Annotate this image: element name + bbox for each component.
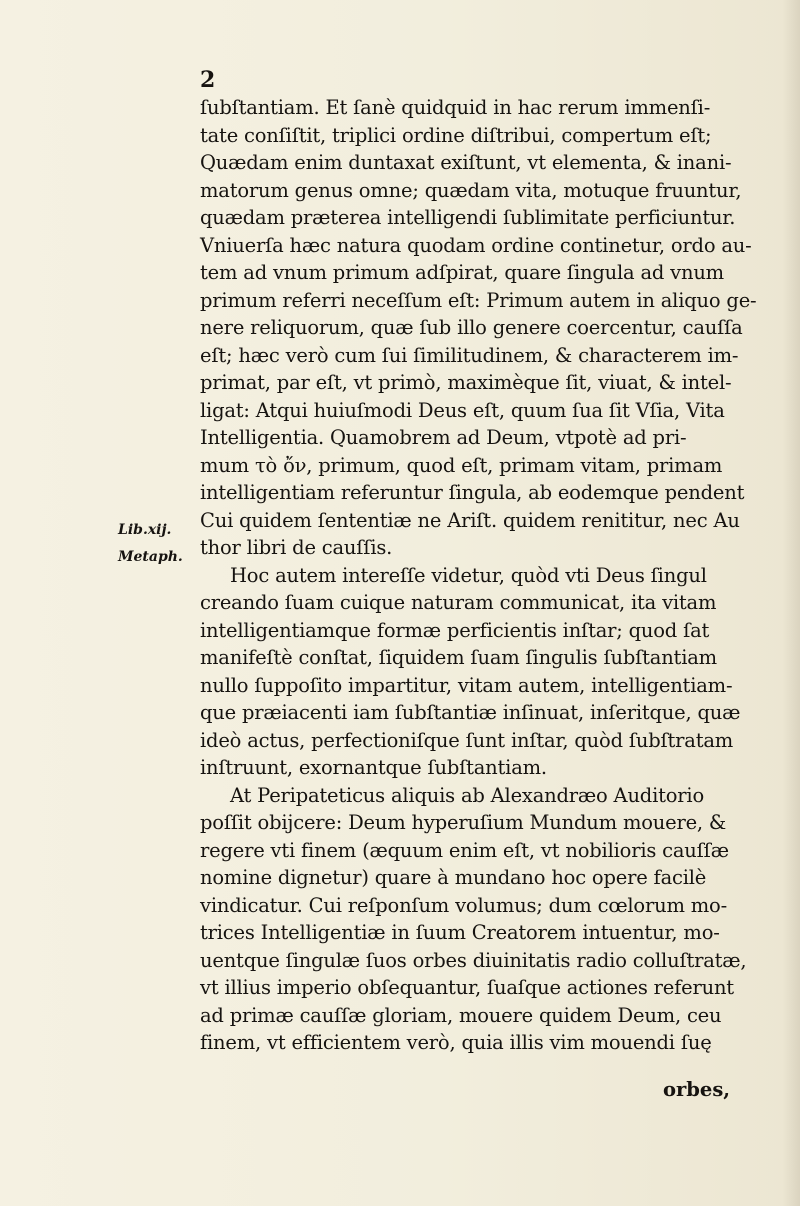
text-line: thor libri de cauſſis. bbox=[200, 536, 393, 559]
text-line: primat, par eſt, vt primò, maximèque ſit, viuat, & intel- bbox=[200, 371, 732, 394]
text-line: Intelligentia. Quamobrem ad Deum, vtpotè ad pri- bbox=[200, 426, 687, 449]
paragraph-start-line: At Peripateticus aliquis ab Alexandræo Auditorio bbox=[230, 783, 704, 807]
text-line: intelligentiam referuntur ſingula, ab eodemque pendent bbox=[200, 481, 745, 504]
text-line: nomine dignetur) quare à mundano hoc opere facilè bbox=[200, 866, 707, 889]
page-number: 2 bbox=[200, 67, 216, 93]
text-line: nere reliquorum, quæ ſub illo genere coercentur, cauſſa bbox=[200, 316, 743, 339]
paragraph-start-line: Hoc autem intereſſe videtur, quòd vti Deus ſingul bbox=[230, 563, 707, 587]
text-line: vt illius imperio obſequantur, ſuaſque actiones referunt bbox=[200, 976, 734, 999]
text-line: primum referri neceſſum eſt: Primum autem in aliquo ge- bbox=[200, 288, 757, 312]
text-line: manifeſtè conſtat, ſiquidem ſuam ſingulis ſubſtantiam bbox=[200, 646, 717, 669]
page-edge-shadow bbox=[782, 0, 800, 1206]
text-line: uentque ſingulæ ſuos orbes diuinitatis radio colluſtratæ, bbox=[200, 948, 747, 972]
text-line: matorum genus omne; quædam vita, motuque fruuntur, bbox=[200, 178, 742, 202]
text-line: trices Intelligentiæ in ſuum Creatorem intuentur, mo- bbox=[200, 921, 720, 944]
text-line: regere vti finem (æquum enim eſt, vt nobilioris cauſſæ bbox=[200, 838, 729, 862]
text-line: quædam præterea intelligendi ſublimitate perficiuntur. bbox=[200, 206, 736, 229]
text-line: inſtruunt, exornantque ſubſtantiam. bbox=[200, 756, 547, 779]
text-line: finem, vt efficientem verò, quia illis vim mouendi ſuę bbox=[200, 1031, 712, 1054]
text-line: intelligentiamque formæ perficientis inſtar; quod ſat bbox=[200, 618, 710, 642]
text-line: Quædam enim duntaxat exiſtunt, vt elementa, & inani- bbox=[200, 151, 732, 174]
text-line: que præiacenti iam ſubſtantiæ inſinuat, inſeritque, quæ bbox=[200, 701, 741, 724]
text-line: ideò actus, perfectioniſque ſunt inſtar, quòd ſubſtratam bbox=[200, 728, 734, 752]
text-line: eſt; hæc verò cum ſui ſimilitudinem, & characterem im- bbox=[200, 343, 739, 367]
text-line: creando ſuam cuique naturam communicat, ita vitam bbox=[200, 591, 717, 614]
catchword: orbes, bbox=[663, 1078, 731, 1101]
body-text bbox=[200, 94, 762, 1057]
text-line: Cui quidem ſententiæ ne Ariſt. quidem renititur, nec Au bbox=[200, 508, 740, 532]
margin-note: Lib.xij. bbox=[118, 522, 172, 538]
text-line: ligat: Atqui huiuſmodi Deus eſt, quum ſua ſit Vſia, Vita bbox=[200, 398, 725, 422]
text-line: ad primæ cauſſæ gloriam, mouere quidem Deum, ceu bbox=[200, 1003, 722, 1027]
text-line: poſſit obijcere: Deum hyperuſium Mundum mouere, & bbox=[200, 811, 727, 834]
text-line: vindicatur. Cui reſponſum volumus; dum cœlorum mo- bbox=[200, 893, 727, 917]
text-line: nullo ſuppoſito impartitur, vitam autem, intelligentiam- bbox=[200, 673, 733, 697]
text-line: tate conſiſtit, triplici ordine diſtribui, compertum eſt; bbox=[200, 123, 712, 147]
text-line: mum τὸ ὄν, primum, quod eſt, primam vitam, primam bbox=[200, 453, 723, 477]
text-line: Vniuerſa hæc natura quodam ordine continetur, ordo au- bbox=[200, 233, 752, 257]
text-line: ſubſtantiam. Et ſanè quidquid in hac rerum immenſi- bbox=[200, 96, 711, 119]
margin-note: Metaph. bbox=[118, 549, 183, 565]
text-line: tem ad vnum primum adſpirat, quare ſingula ad vnum bbox=[200, 261, 724, 284]
